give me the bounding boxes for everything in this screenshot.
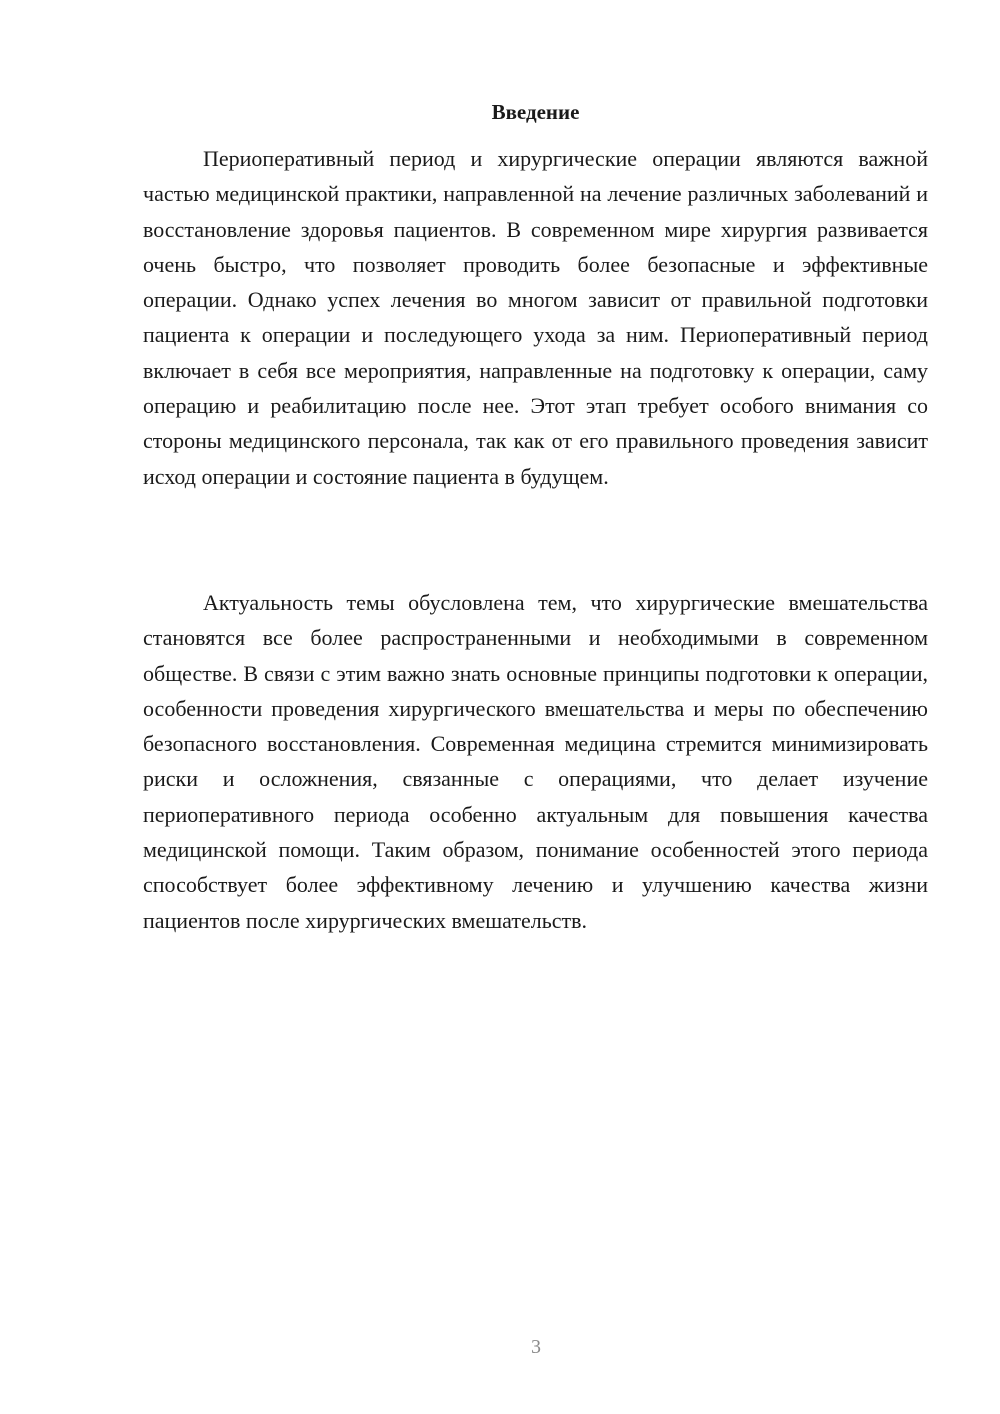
paragraph-intro: Периоперативный период и хирургические операции являются важной частью медицинской практики, направленной на лечение различных заболеваний и восстановление здоровья пациентов. В современном мире хирургия развивается очень быстро, что позволяет проводить более безопасные и эффективные операции. Однако успех лечения во многом зависит от правильной подготовки пациента к операции и последующего ухода за ним. Периоперативный период включает в себя все мероприятия, направленные на подготовку к операции, саму операцию и реабилитацию после нее. Этот этап требует особого внимания со стороны медицинского персонала, так как от его правильного проведения зависит исход операции и состояние пациента в будущем. [143,146,928,489]
paragraph-relevance: Актуальность темы обусловлена тем, что хирургические вмешательства становятся все более распространенными и необходимыми в современном обществе. В связи с этим важно знать основные принципы подготовки к операции, особенности проведения хирургического вмешательства и меры по обеспечению безопасного восстановления. Современная медицина стремится минимизировать риски и осложнения, связанные с операциями, что делает изучение периоперативного периода особенно актуальным для повышения качества медицинской помощи. Таким образом, понимание особенностей этого периода способствует более эффективному лечению и улучшению качества жизни пациентов после хирургических вмешательств. [143,590,928,933]
section-title: Введение [491,100,580,124]
page-number: 3 [531,1336,541,1358]
